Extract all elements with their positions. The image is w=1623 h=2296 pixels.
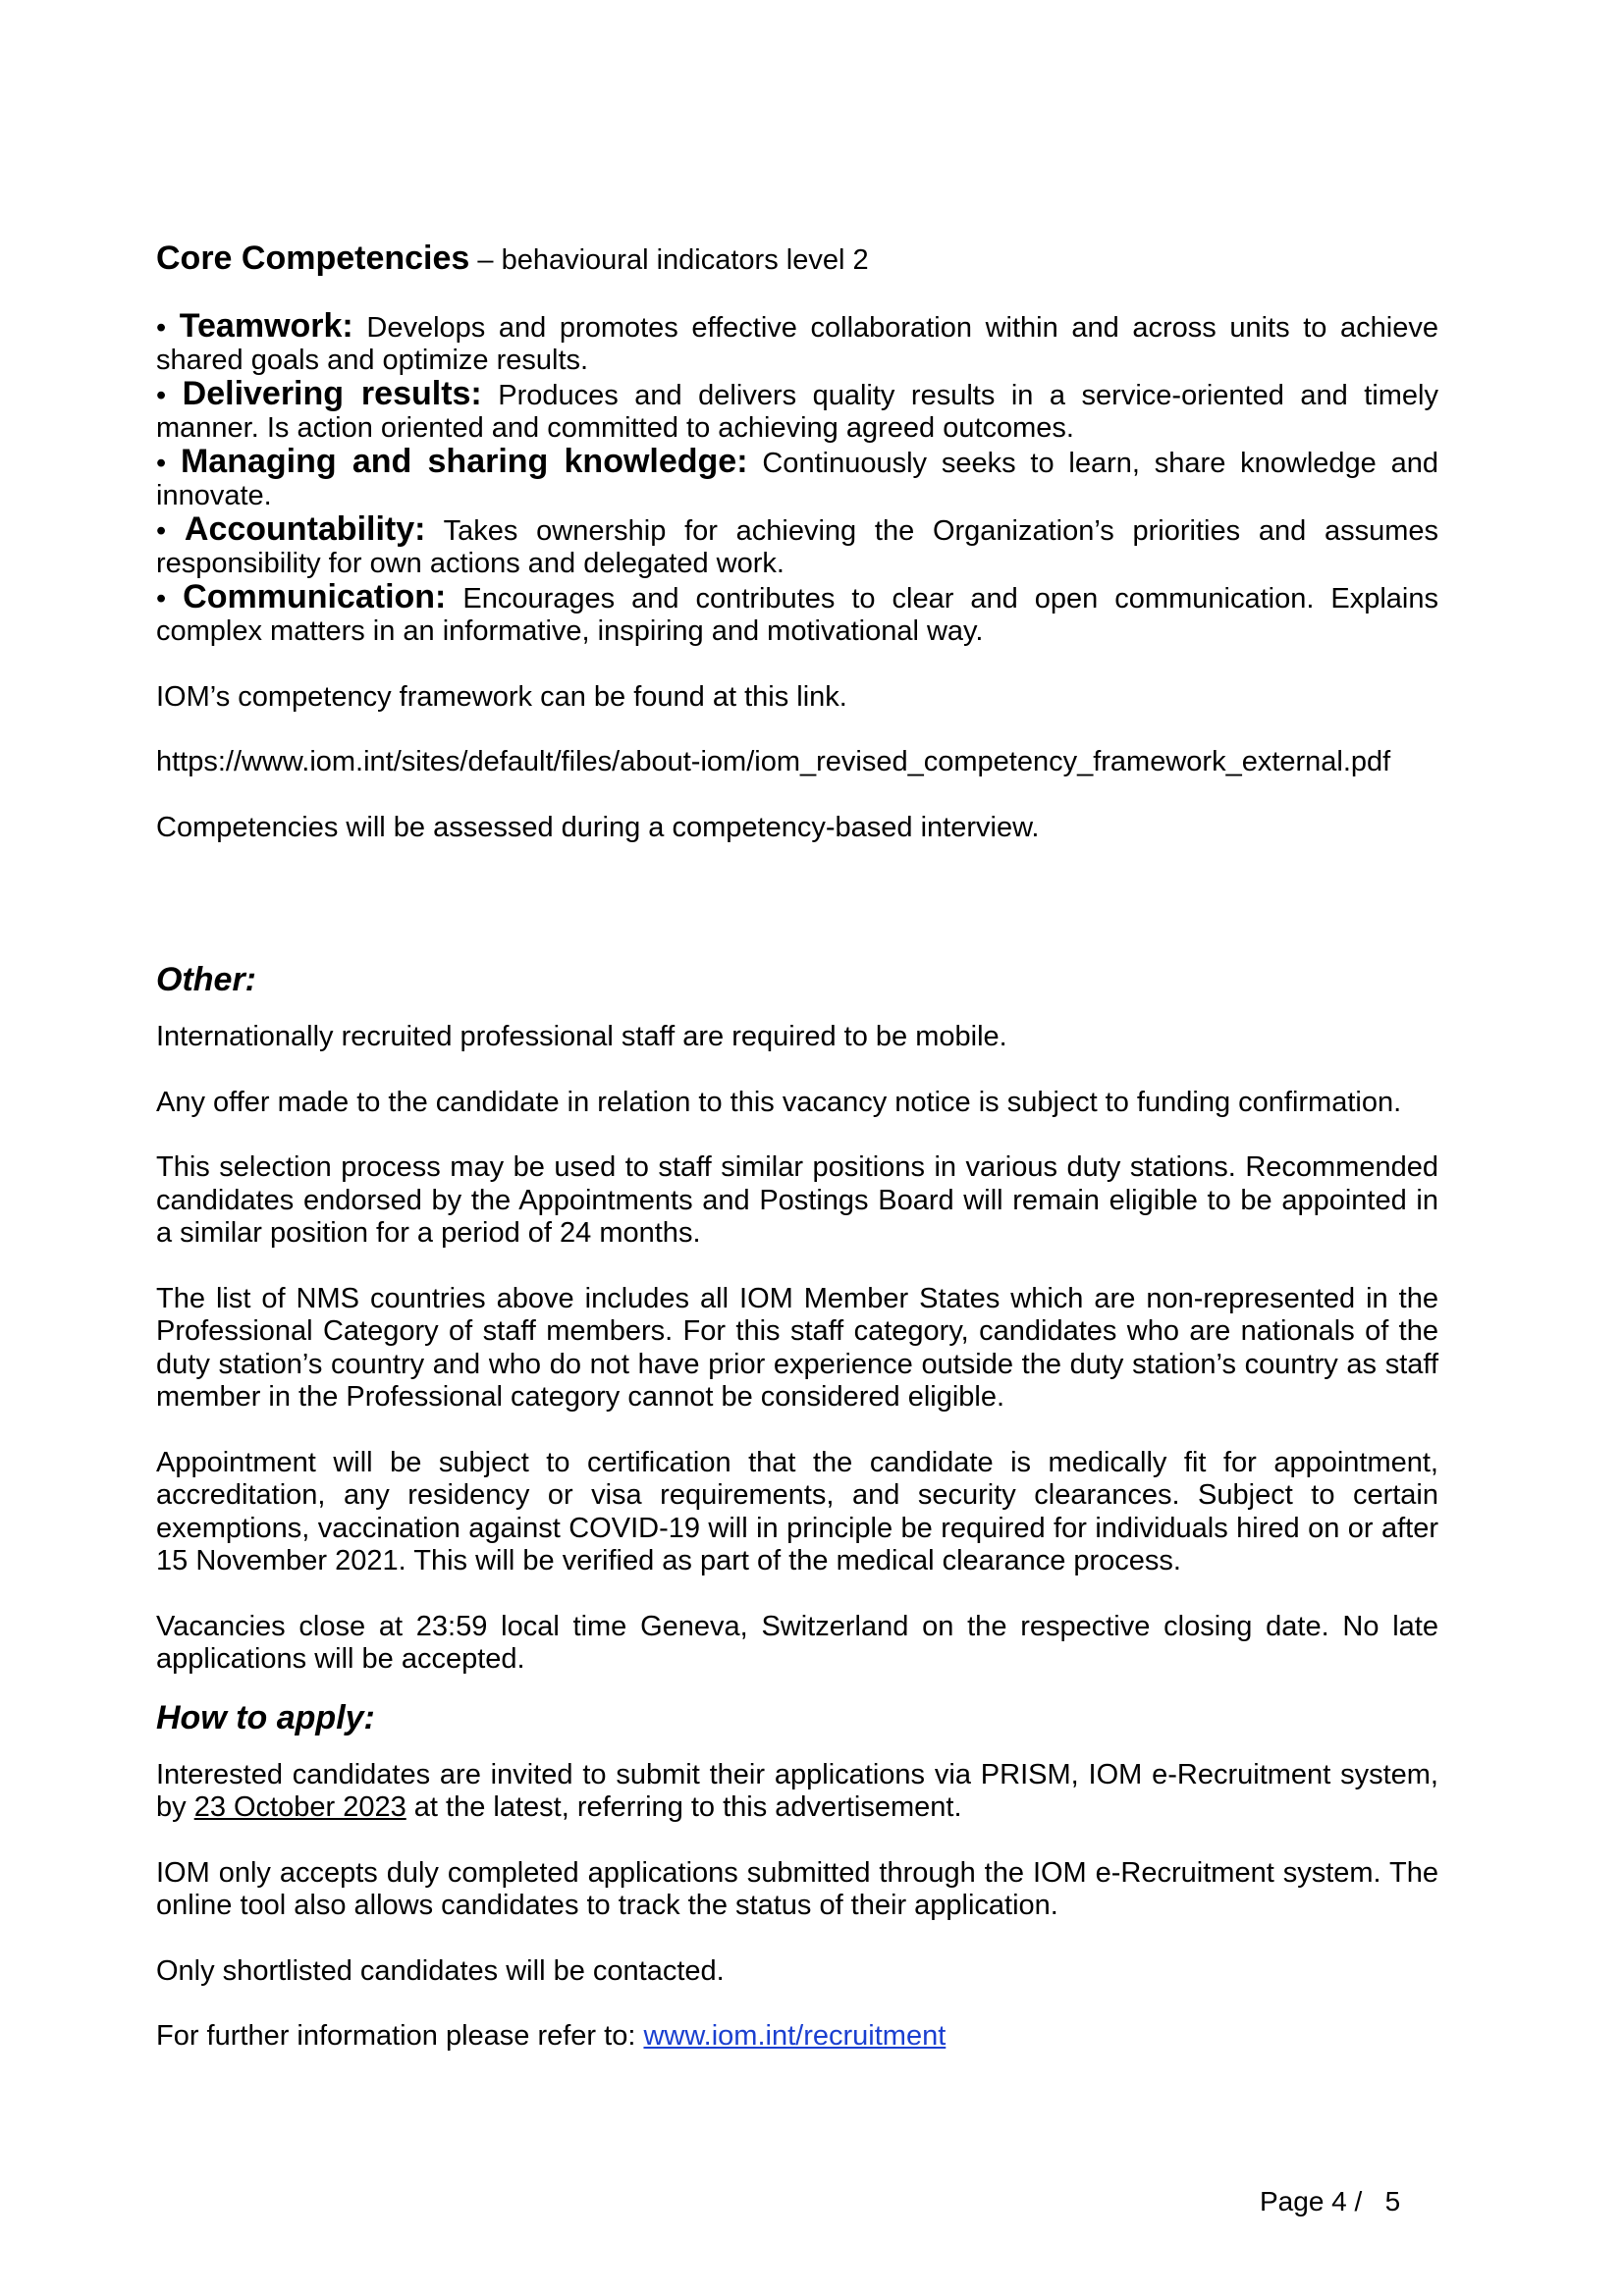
apply-intro-after: at the latest, referring to this advertisement. xyxy=(406,1791,962,1823)
competency-text: Continuously seeks to learn, share knowledge and innovate. xyxy=(156,447,1439,511)
competency-item: • Managing and sharing knowledge: Continuously seeks to learn, share knowledge and innovate. xyxy=(156,442,1439,511)
apply-shortlisted: Only shortlisted candidates will be contacted. xyxy=(156,1954,725,1987)
other-paragraph: Internationally recruited professional staff are required to be mobile. xyxy=(156,1021,1007,1052)
competency-title: Managing and sharing knowledge: xyxy=(180,442,748,480)
competency-text: Produces and delivers quality results in a service-oriented and timely manner. Is action oriented and committed to achieving agreed outcomes. xyxy=(156,379,1438,444)
competency-item: • Communication: Encourages and contributes to clear and open communication. Explains complex matters in an informative, inspiring and motivational way. xyxy=(156,577,1438,647)
other-paragraph: Vacancies close at 23:59 local time Geneva, Switzerland on the respective closing date. No late applications will be accepted. xyxy=(156,1610,1438,1675)
apply-accepts: IOM only accepts duly completed applications submitted through the IOM e-Recruitment system. The online tool also allows candidates to track the status of their application. xyxy=(156,1856,1438,1921)
competency-text: Encourages and contributes to clear and open communication. Explains complex matters in an informative, inspiring and motivational way. xyxy=(156,582,1438,647)
competency-title: Accountability: xyxy=(184,509,426,548)
page-number: Page 4 / 5 xyxy=(1260,2186,1401,2216)
core-competencies-title xyxy=(156,242,1438,278)
apply-intro xyxy=(156,1759,1438,1825)
apply-intro-before: Interested candidates are invited to submit their applications via PRISM, IOM e-Recruitment system, by xyxy=(156,1758,1438,1823)
further-info xyxy=(156,2020,1438,2054)
assessment-text: Competencies will be assessed during a competency-based interview. xyxy=(156,811,1040,843)
competency-title: Delivering results: xyxy=(182,374,482,412)
other-paragraph: The list of NMS countries above includes all IOM Member States which are non-represented in the Professional Category of staff members. For this staff category, candidates who are nationals of the duty station’s country and who do not have prior experience outside the duty station’s country as staff member in the Professional category cannot be considered eligible. xyxy=(156,1282,1438,1413)
core-competencies-heading: Core Competencies xyxy=(156,240,470,277)
other-heading: Other: xyxy=(156,961,256,998)
other-paragraph: Any offer made to the candidate in relation to this vacancy notice is subject to funding confirmation. xyxy=(156,1086,1402,1118)
deadline-date: 23 October 2023 xyxy=(193,1791,406,1823)
other-paragraph: Appointment will be subject to certification that the candidate is medically fit for appointment, accreditation, any residency or visa requirements, and security clearances. Subject to certain exemptions, vaccination against COVID-19 will in principle be required for individuals hired on or after 15 November 2021. This will be verified as part of the medical clearance process. xyxy=(156,1446,1438,1576)
competency-text: Takes ownership for achieving the Organization’s priorities and assumes responsibility for own actions and delegated work. xyxy=(156,514,1438,579)
framework-url[interactable]: https://www.iom.int/sites/default/files/about-iom/iom_revised_competency_framework_external.pdf xyxy=(156,746,1391,777)
other-paragraph: This selection process may be used to staff similar positions in various duty stations. Recommended candidates endorsed by the Appointments and Postings Board will remain eligible to be appointed in a similar position for a period of 24 months. xyxy=(156,1151,1438,1249)
core-competencies-subheading: – behavioural indicators level 2 xyxy=(477,244,869,276)
document-page xyxy=(156,242,1438,2054)
competency-title: Communication: xyxy=(183,577,447,615)
competency-text: Develops and promotes effective collaboration within and across units to achieve shared goals and optimize results. xyxy=(156,311,1438,376)
competency-item: • Teamwork: Develops and promotes effective collaboration within and across units to achieve shared goals and optimize results. xyxy=(156,306,1438,376)
framework-text: IOM’s competency framework can be found at this link. xyxy=(156,680,847,713)
competency-title: Teamwork: xyxy=(179,306,353,345)
recruitment-link[interactable]: www.iom.int/recruitment xyxy=(643,2020,947,2052)
how-to-apply-heading: How to apply: xyxy=(156,1698,375,1736)
competency-list xyxy=(156,306,1439,649)
competency-item: • Accountability: Takes ownership for achieving the Organization’s priorities and assumes responsibility for own actions and delegated work. xyxy=(156,509,1438,579)
competency-item: • Delivering results: Produces and delivers quality results in a service-oriented and timely manner. Is action oriented and committed to achieving agreed outcomes. xyxy=(156,374,1438,444)
further-info-text: For further information please refer to: xyxy=(156,2020,644,2052)
